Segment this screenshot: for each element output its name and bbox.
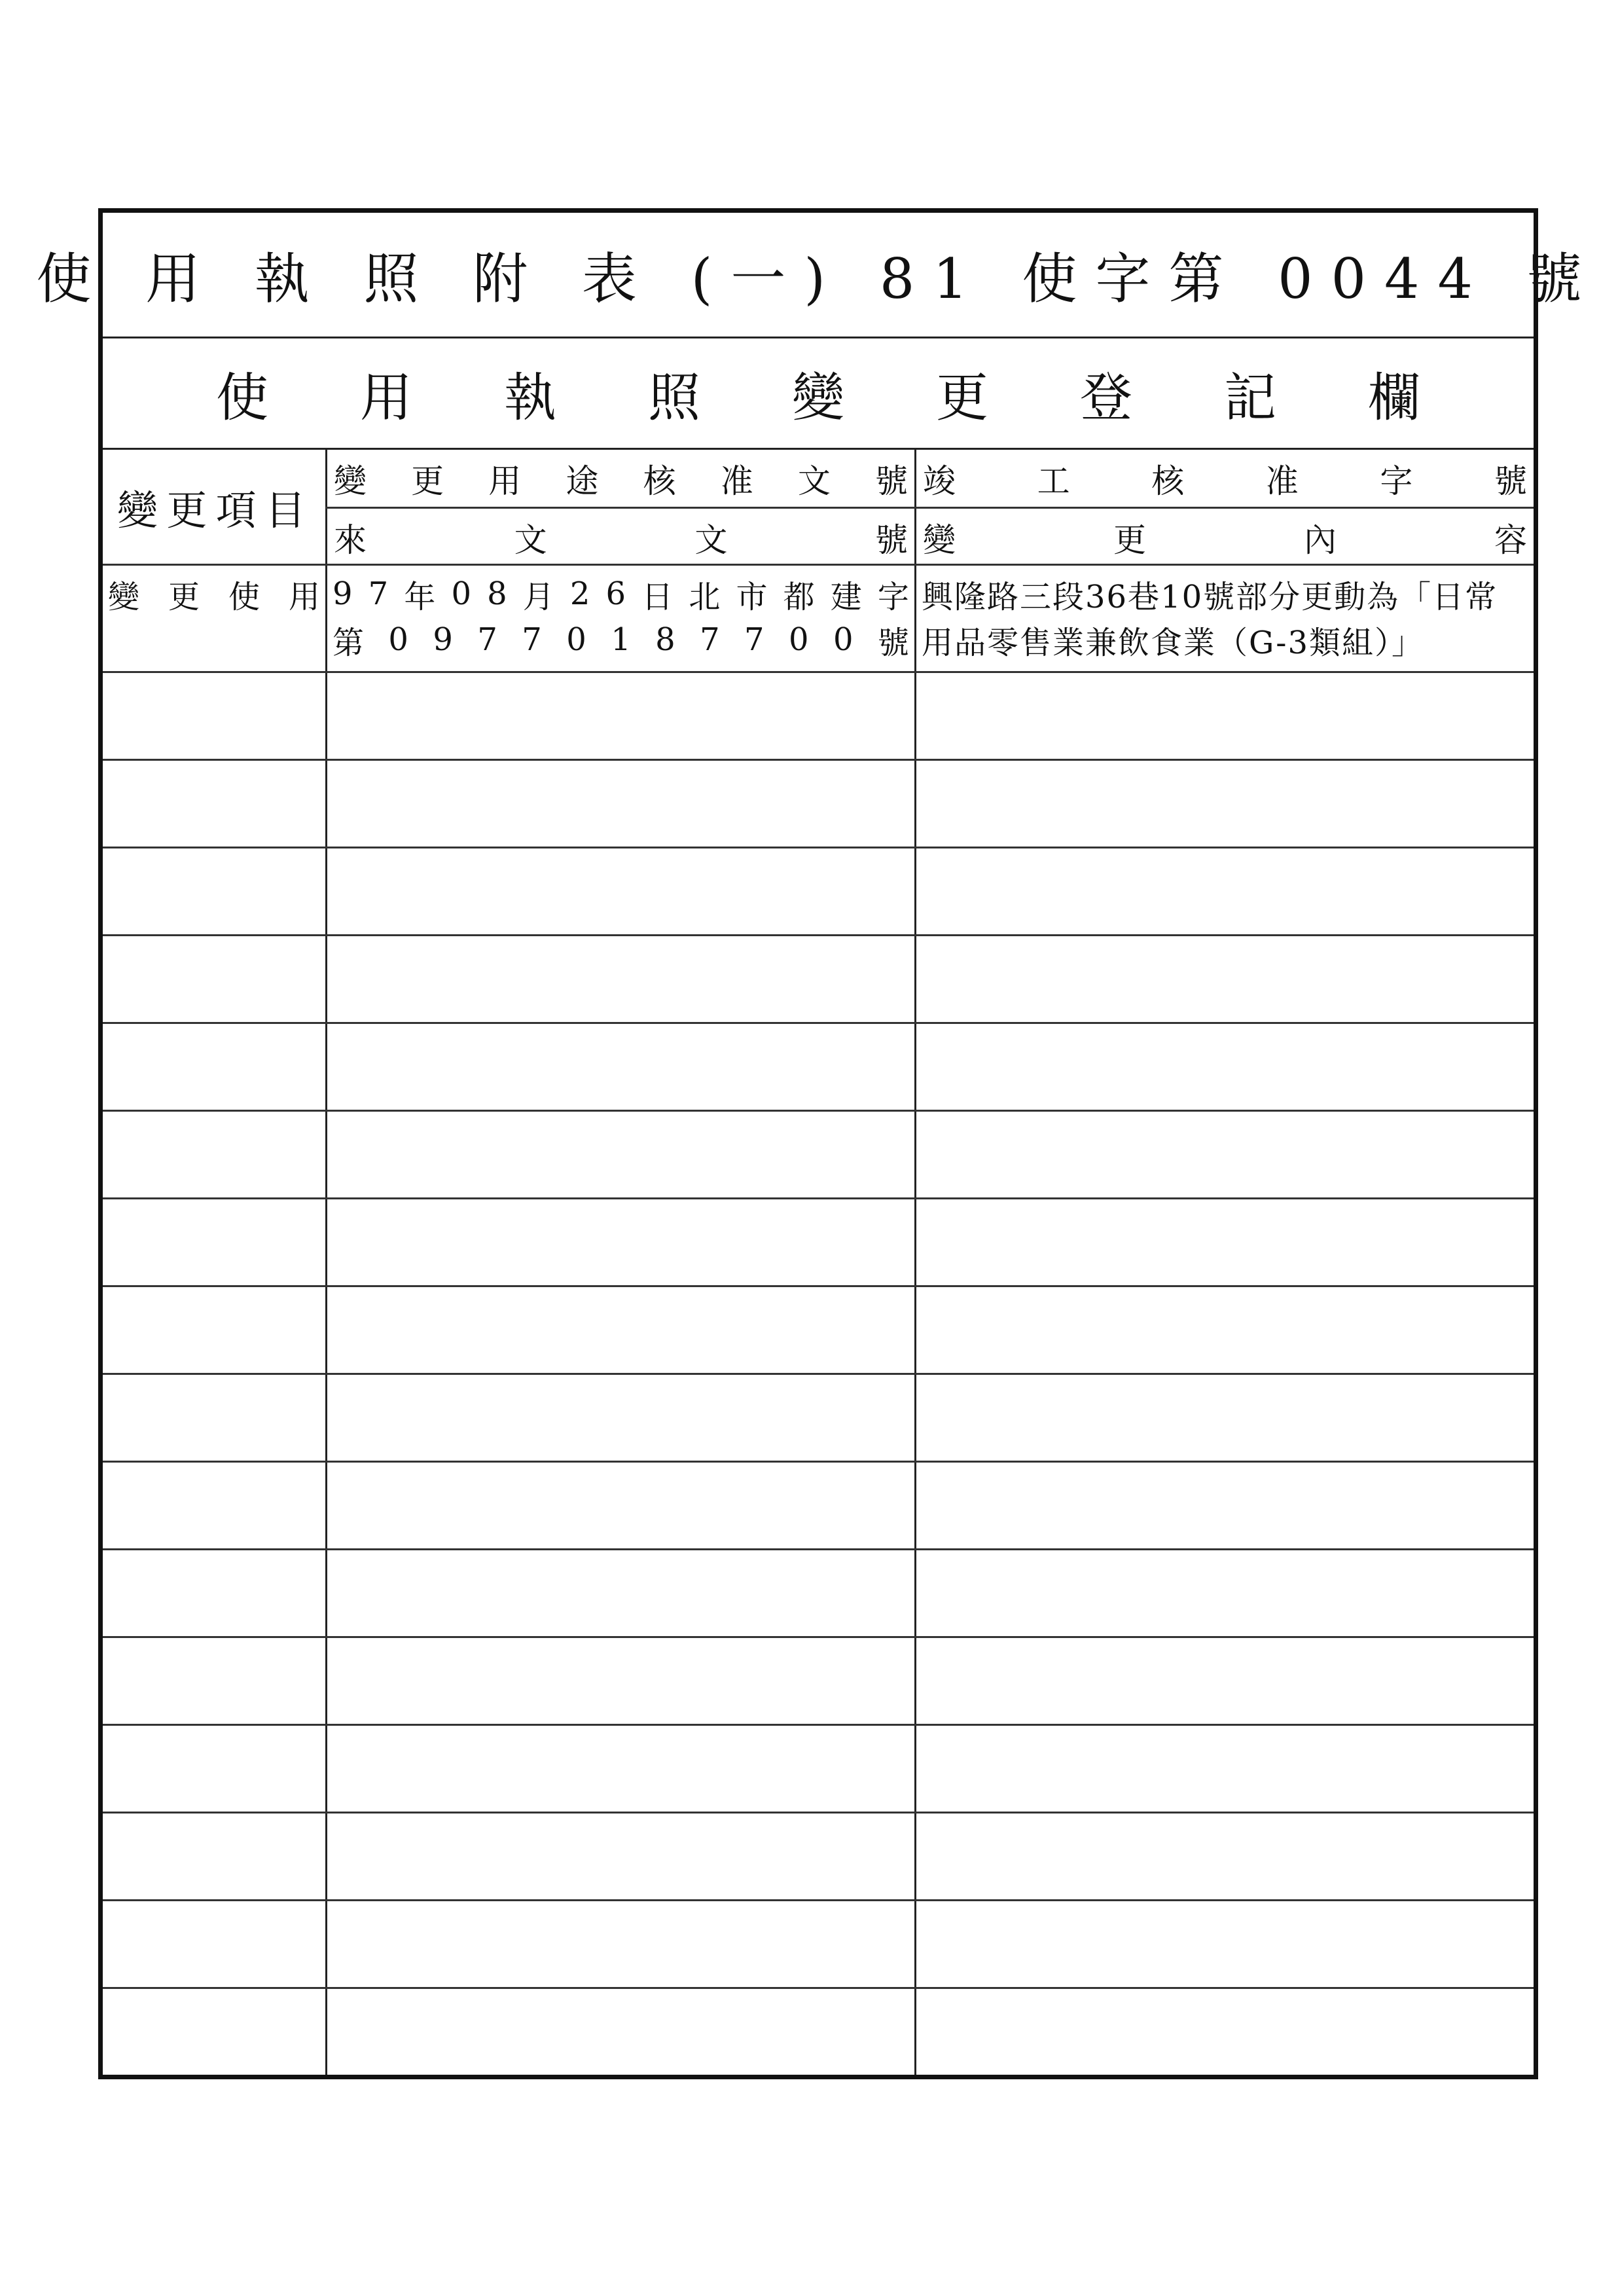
row-line (103, 1899, 1534, 1901)
change-register-table (103, 450, 1534, 2075)
row-line (103, 1285, 1534, 1287)
row-line (103, 1461, 1534, 1463)
row-doc-line-2: 第 0 9 7 7 0 1 8 7 7 0 0 號 (333, 621, 909, 661)
header-approval-no: 變 更 用 途 核 准 文 號 (334, 462, 908, 500)
row-content-line-1: 興隆路三段36巷10號部分更動為「日常 (922, 578, 1498, 615)
row-doc-line-1: 9 7 年 0 8 月 2 6 日 北 市 都 建 字 (333, 575, 909, 615)
page-title: 使 用 執 照 附 表 (一) 81 使字第 0044 號 (36, 247, 1600, 311)
row-line (103, 1812, 1534, 1813)
row-line (103, 1373, 1534, 1375)
row-line (103, 1548, 1534, 1550)
row-line (103, 1636, 1534, 1638)
row-line (103, 1724, 1534, 1726)
header-change-item: 變 更 項 目 (117, 486, 311, 534)
header-completion-no: 竣 工 核 准 字 號 (923, 462, 1527, 500)
row-change-item: 變 更 使 用 (108, 578, 320, 615)
form-frame (36, 208, 1600, 2079)
row-line (103, 1022, 1534, 1024)
row-line (103, 934, 1534, 936)
column-divider (325, 450, 327, 2075)
row-line (103, 759, 1534, 761)
header-bottom-line (103, 564, 1534, 566)
row-line (103, 1197, 1534, 1199)
column-divider (914, 450, 916, 2075)
section-title: 使用執照變更登記欄 (216, 367, 1512, 428)
subtitle-row (103, 338, 1534, 450)
header-change-content: 變 更 內 容 (923, 520, 1527, 559)
row-line (103, 671, 1534, 673)
row-line (103, 847, 1534, 848)
row-line (103, 1110, 1534, 1112)
row-content-line-2: 用品零售業兼飲食業（G-3類組）」 (922, 624, 1424, 661)
row-line (103, 1987, 1534, 1989)
header-incoming-no: 來 文 文 號 (334, 520, 908, 559)
title-row (36, 213, 1600, 338)
